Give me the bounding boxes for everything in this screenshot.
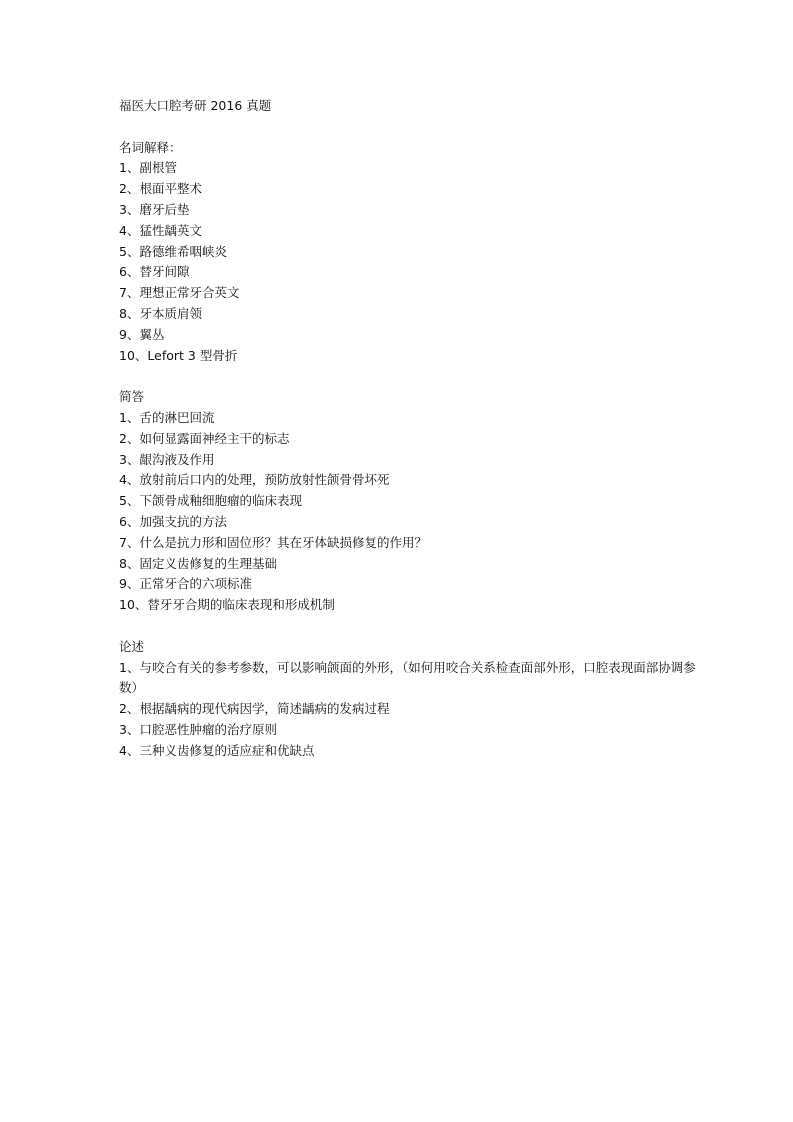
spacer	[119, 117, 699, 138]
list-item: 8、牙本质肩领	[119, 305, 202, 321]
list-item: 2、根据龋病的现代病因学，简述龋病的发病过程	[119, 701, 390, 717]
list-item: 4、猛性龋英文	[119, 222, 202, 238]
list-item: 4、三种义齿修复的适应症和优缺点	[119, 742, 315, 758]
list-item: 1、与咬合有关的参考参数，可以影响颌面的外形，（如何用咬合关系检查面部外形，口腔表现面部协调参数）	[119, 659, 696, 696]
section-short-answer	[119, 387, 699, 616]
list-item: 7、理想正常牙合英文	[119, 285, 240, 301]
list-item: 2、根面平整术	[119, 181, 202, 197]
list-item: 10、替牙牙合期的临床表现和形成机制	[119, 597, 335, 613]
spacer	[119, 616, 699, 637]
list-item: 1、副根管	[119, 160, 177, 176]
list-item: 9、正常牙合的六项标准	[119, 576, 252, 592]
list-item: 6、加强支抗的方法	[119, 513, 227, 529]
list-item: 1、舌的淋巴回流	[119, 409, 215, 425]
list-item: 2、如何显露面神经主干的标志	[119, 430, 290, 446]
section-heading: 论述	[119, 638, 145, 654]
document-title: 福医大口腔考研 2016 真题	[119, 98, 272, 113]
list-item: 8、固定义齿修复的生理基础	[119, 555, 277, 571]
spacer	[119, 366, 699, 387]
list-item: 4、放射前后口内的处理，预防放射性颌骨骨坏死	[119, 472, 390, 488]
list-item: 3、龈沟液及作用	[119, 451, 215, 467]
list-item: 7、什么是抗力形和固位形？其在牙体缺损修复的作用？	[119, 534, 427, 550]
section-heading: 名词解释：	[119, 139, 182, 155]
list-item: 6、替牙间隙	[119, 264, 190, 280]
list-item: 3、磨牙后垫	[119, 201, 190, 217]
section-heading: 简答	[119, 389, 145, 405]
list-item: 5、路德维希咽峡炎	[119, 243, 227, 259]
section-essay	[119, 637, 699, 762]
list-item: 3、口腔恶性肿瘤的治疗原则	[119, 721, 277, 737]
section-terms	[119, 138, 699, 367]
document-page	[119, 96, 699, 762]
list-item: 10、Lefort 3 型骨折	[119, 347, 238, 363]
list-item: 5、下颌骨成釉细胞瘤的临床表现	[119, 493, 302, 509]
list-item: 9、翼丛	[119, 326, 165, 342]
